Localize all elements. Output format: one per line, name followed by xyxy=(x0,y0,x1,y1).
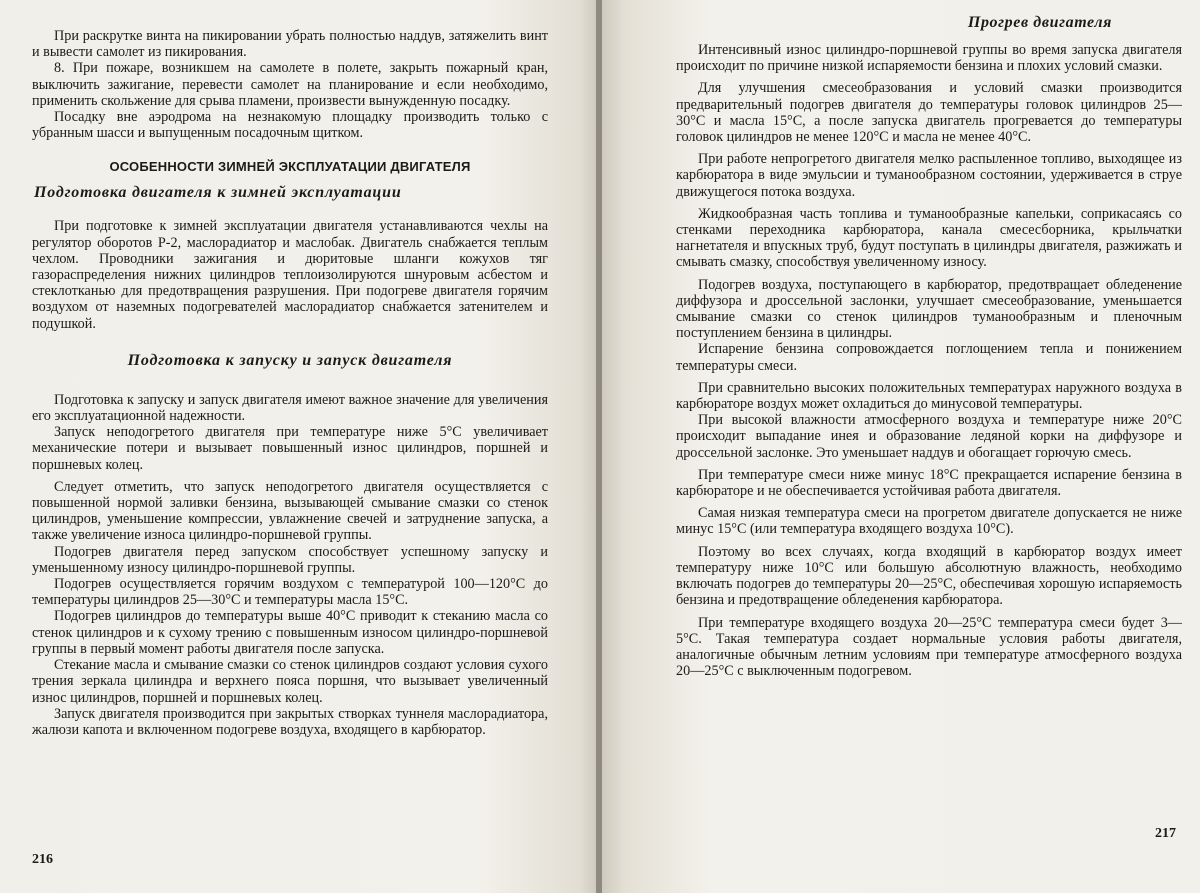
paragraph: Интенсивный износ цилиндро-поршневой группы во время запуска двигателя происходит по причине низкой испаряемости бензина и плохих условий смазки. xyxy=(676,42,1182,75)
paragraph: При подготовке к зимней эксплуатации двигателя устанавливаются чехлы на регулятор оборотов Р-2, маслорадиатор и маслобак. Двигатель снабжается теплым чехлом. Проводники зажигания и дюритовые шланги кожухов тяг газораспределения нижних цилиндров теплоизолируются шнуровым асбестом и стеклотканью для предотвращения разрушения. При подогреве двигателя горячим воздухом от наземных подогревателей маслорадиатор снабжается затенителем и подушкой. xyxy=(32,218,548,332)
paragraph: 8. При пожаре, возникшем на самолете в полете, закрыть пожарный кран, выключить зажигание, перевести самолет на планирование и если необходимо, применить скольжение для срыва пламени, произвести вынужденную посадку. xyxy=(32,60,548,109)
running-head: Прогрев двигателя xyxy=(967,14,1112,31)
paragraph: При раскрутке винта на пикировании убрать полностью наддув, затяжелить винт и вывести самолет из пикирования. xyxy=(32,28,548,61)
paragraph: Испарение бензина сопровождается поглощением тепла и понижением температуры смеси. xyxy=(676,341,1182,374)
paragraph: Посадку вне аэродрома на незнакомую площадку производить только с убранным шасси и выпущенным посадочным щитком. xyxy=(32,109,548,142)
paragraph: Для улучшения смесеобразования и условий смазки производится предварительный подогрев двигателя до температуры головок цилиндров 25—30°С и масла 15°С, а после запуска двигатель прогревается до температуры головок цилиндров не менее 120°С и масла не менее 40°С. xyxy=(676,80,1182,146)
paragraph: При работе непрогретого двигателя мелко распыленное топливо, выходящее из карбюратора в виде эмульсии и туманообразном состоянии, удерживается в струе движущегося потока воздуха. xyxy=(676,151,1182,200)
paragraph: Запуск двигателя производится при закрытых створках туннеля маслорадиатора, жалюзи капота и включенном подогреве воздуха, входящего в карбюратор. xyxy=(32,705,548,738)
paragraph: Подогрев осуществляется горячим воздухом с температурой 100—120°С до температуры цилиндров 25—30°С и температуры масла 15°С. xyxy=(32,576,548,609)
page-number: 216 xyxy=(32,852,53,867)
paragraph: Запуск неподогретого двигателя при температуре ниже 5°С увеличивает механические потери и вызывает повышенный износ цилиндров, поршней и поршневых колец. xyxy=(32,424,548,473)
subsection-title-winter-prep: Подготовка двигателя к зимней эксплуатации xyxy=(34,184,402,202)
paragraph: Подогрев воздуха, поступающего в карбюратор, предотвращает обледенение диффузора и дроссельной заслонки, улучшает смесеобразование, уменьшается смывание смазки со стенок цилиндров туманообразным и пленочным поступлением бензина в цилиндры. xyxy=(676,276,1182,342)
paragraph: Следует отметить, что запуск неподогретого двигателя осуществляется с повышенной нормой заливки бензина, вызывающей смывание смазки со стенок цилиндров, уменьшение компрессии, увлажнение свечей и затруднение запуска, а также увеличение износа цилиндро-поршневой группы. xyxy=(32,478,548,544)
paragraph: Жидкообразная часть топлива и туманообразные капельки, соприкасаясь со стенками переходника карбюратора, канала смесесборника, крыльчатки нагнетателя и впускных труб, будут поступать в цилиндры двигателя, разжижать и смывать смазку, способствуя увеличенному износу. xyxy=(676,205,1182,271)
paragraph: Стекание масла и смывание смазки со стенок цилиндров создают условия сухого трения зеркала цилиндра и верхнего пояса поршня, что вызывает увеличенный износ цилиндров, поршней и поршневых колец. xyxy=(32,657,548,706)
paragraph: При температуре смеси ниже минус 18°С прекращается испарение бензина в карбюраторе и не обеспечивается устойчивая работа двигателя. xyxy=(676,466,1182,500)
right-page xyxy=(602,0,1200,893)
paragraph: Самая низкая температура смеси на прогретом двигателе допускается не ниже минус 15°С (или температура входящего воздуха 10°С). xyxy=(676,505,1182,538)
paragraph: Подогрев цилиндров до температуры выше 40°С приводит к стеканию масла со стенок цилиндров и к сухому трению с повышенным износом цилиндро-поршневой группы в первый момент работы двигателя после запуска. xyxy=(32,608,548,657)
paragraph: Поэтому во всех случаях, когда входящий в карбюратор воздух имеет температуру ниже 10°С или большую абсолютную влажность, необходимо включать подогрев до температуры 20—25°С, обеспечивая хорошую испаряемость бензина и предотвращение обледенения карбюратора. xyxy=(676,543,1182,609)
section-title: ОСОБЕННОСТИ ЗИМНЕЙ ЭКСПЛУАТАЦИИ ДВИГАТЕЛЯ xyxy=(109,159,471,175)
paragraph: При температуре входящего воздуха 20—25°С температура смеси будет 3—5°С. Такая температура создает нормальные условия работы двигателя, аналогичные обычным летним условиям при температуре атмосферного воздуха 20—25°С с выключенным подогревом. xyxy=(676,614,1182,680)
paragraph: При сравнительно высоких положительных температурах наружного воздуха в карбюраторе воздух может охладиться до минусовой температуры. xyxy=(676,379,1182,413)
left-page xyxy=(0,0,598,893)
paragraph: При высокой влажности атмосферного воздуха и температуре ниже 20°С происходит выпадание инея и образование ледяной корки на диффузоре и дроссельной заслонке. Это уменьшает наддув и обогащает горючую смесь. xyxy=(676,412,1182,461)
subsection-title-start: Подготовка к запуску и запуск двигателя xyxy=(127,351,453,369)
paragraph: Подогрев двигателя перед запуском способствует успешному запуску и уменьшенному износу цилиндро-поршневой группы. xyxy=(32,543,548,576)
paragraph: Подготовка к запуску и запуск двигателя имеют важное значение для увеличения его эксплуатационной надежности. xyxy=(32,391,548,425)
page-number: 217 xyxy=(1155,826,1176,841)
